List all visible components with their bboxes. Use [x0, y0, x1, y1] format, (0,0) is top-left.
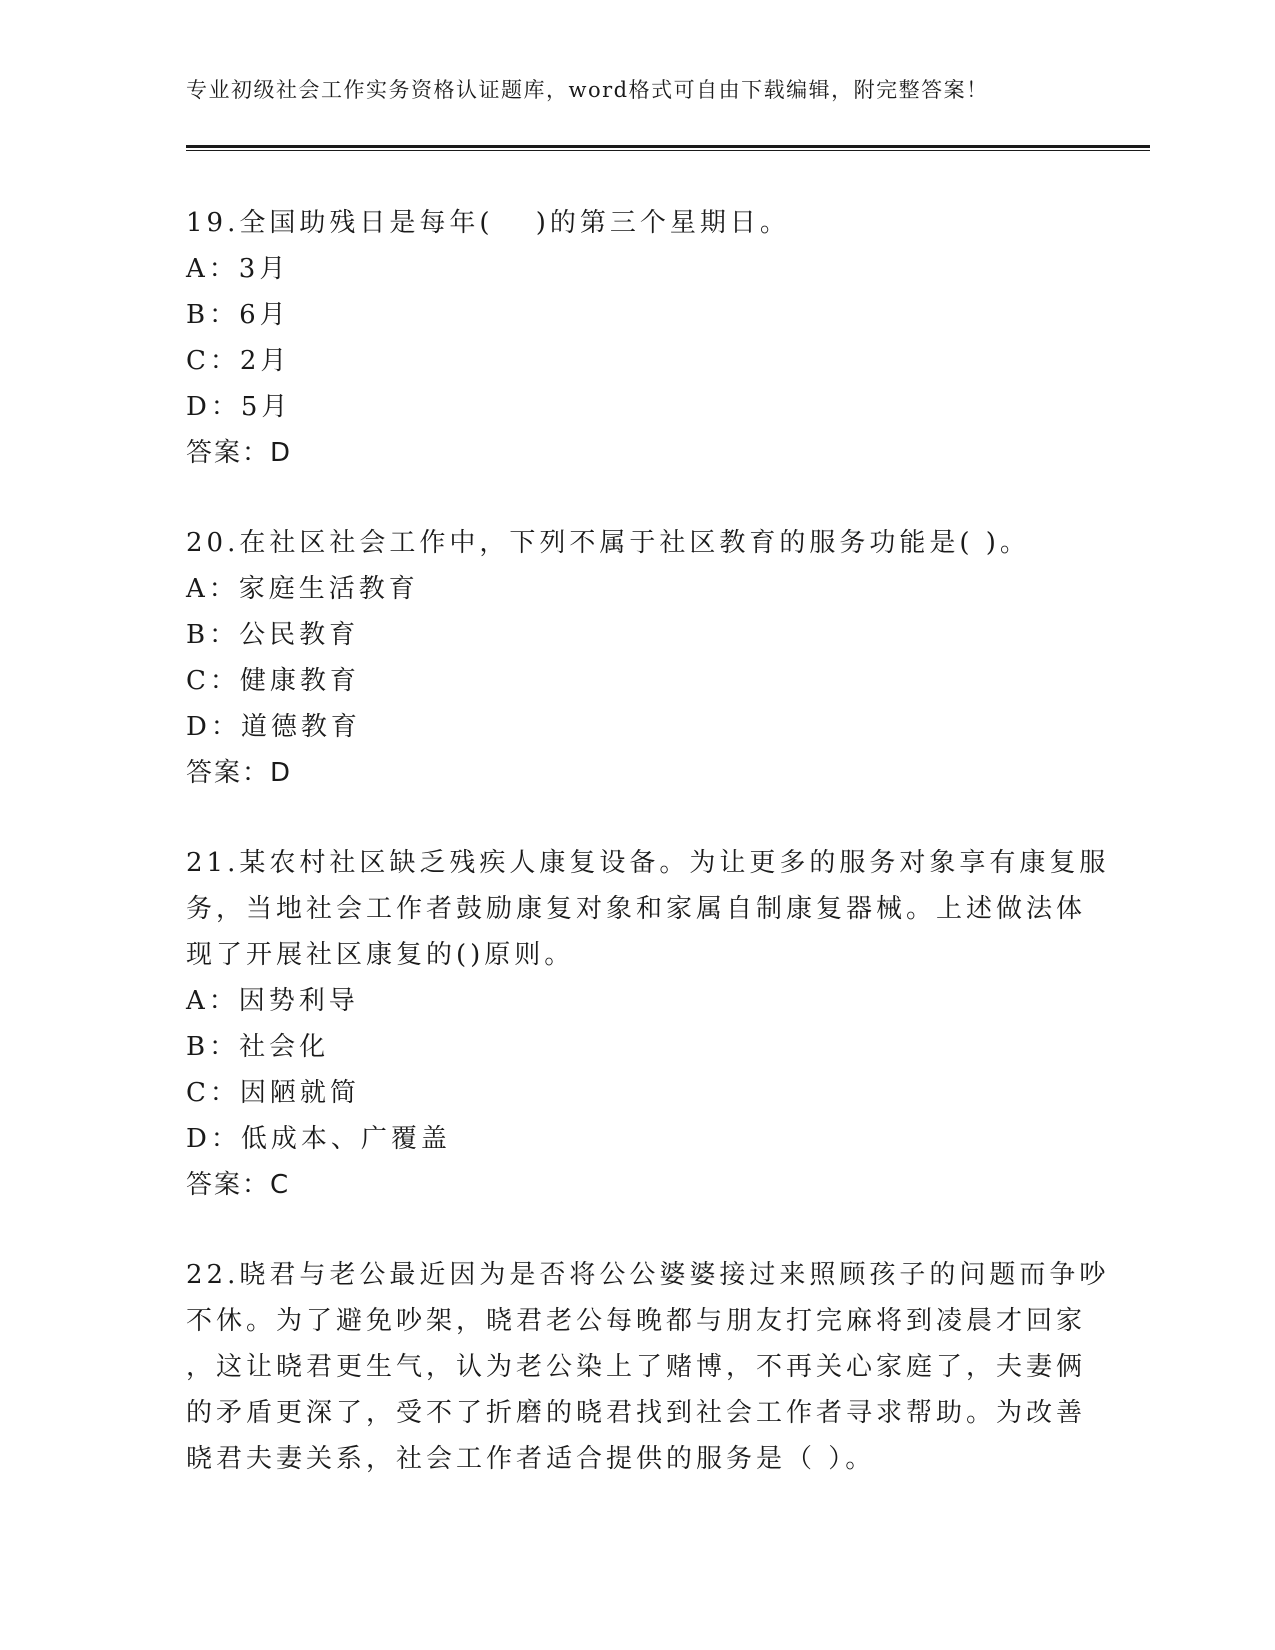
option-a: A：3月 [186, 254, 290, 284]
option-c: C：因陋就简 [186, 1078, 360, 1108]
answer-label: 答案：D [186, 758, 293, 788]
question-stem: 19.全国助残日是每年( )的第三个星期日。 [186, 208, 790, 238]
header-divider-thin [186, 150, 1150, 151]
question-stem: 20.在社区社会工作中，下列不属于社区教育的服务功能是( )。 [186, 528, 1030, 558]
question-stem-line-2: 务，当地社会工作者鼓励康复对象和家属自制康复器械。上述做法体 [186, 894, 1087, 924]
option-a: A：因势利导 [186, 986, 359, 1016]
question-20 [186, 520, 1086, 796]
option-c: C：2月 [186, 346, 291, 376]
question-stem-line-5: 晓君夫妻关系，社会工作者适合提供的服务是（ ）。 [186, 1444, 876, 1474]
page-header-title: 专业初级社会工作实务资格认证题库，word格式可自由下载编辑，附完整答案！ [186, 78, 989, 102]
option-a: A：家庭生活教育 [186, 574, 419, 604]
option-b: B：6月 [186, 300, 290, 330]
option-b: B：社会化 [186, 1032, 330, 1062]
header-divider-thick [186, 145, 1150, 148]
question-stem-line-3: ，这让晓君更生气，认为老公染上了赌博，不再关心家庭了，夫妻俩 [186, 1352, 1087, 1382]
option-b: B：公民教育 [186, 620, 360, 650]
answer-label: 答案：C [186, 1170, 291, 1200]
answer-label: 答案：D [186, 438, 293, 468]
option-d: D：5月 [186, 392, 292, 422]
question-stem-line-4: 的矛盾更深了，受不了折磨的晓君找到社会工作者寻求帮助。为改善 [186, 1398, 1087, 1428]
question-list [186, 200, 1110, 1526]
option-d: D：道德教育 [186, 712, 361, 742]
question-22 [186, 1252, 1110, 1482]
question-stem-line-1: 21.某农村社区缺乏残疾人康复设备。为让更多的服务对象享有康复服 [186, 848, 1110, 878]
question-stem-line-3: 现了开展社区康复的()原则。 [186, 940, 575, 970]
question-19 [186, 200, 1086, 476]
option-d: D：低成本、广覆盖 [186, 1124, 451, 1154]
question-21 [186, 840, 1110, 1208]
question-stem-line-1: 22.晓君与老公最近因为是否将公公婆婆接过来照顾孩子的问题而争吵 [186, 1260, 1110, 1290]
option-c: C：健康教育 [186, 666, 360, 696]
question-stem-line-2: 不休。为了避免吵架，晓君老公每晚都与朋友打完麻将到凌晨才回家 [186, 1306, 1087, 1336]
